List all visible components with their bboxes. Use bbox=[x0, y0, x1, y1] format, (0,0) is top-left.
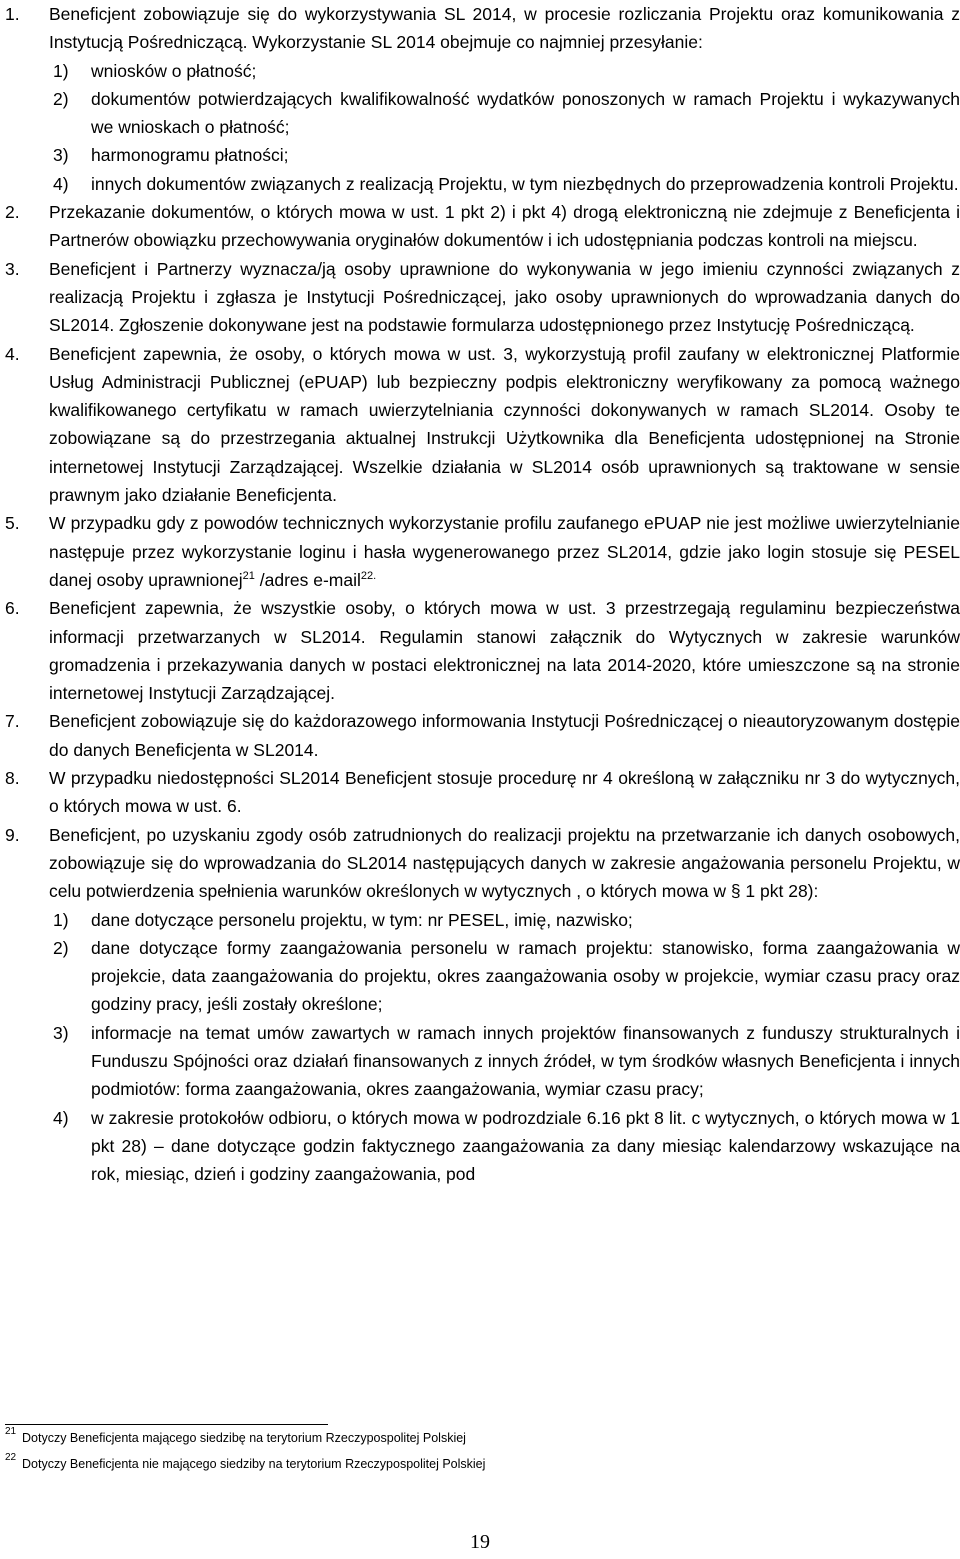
item-text: Przekazanie dokumentów, o których mowa w ust. 1 pkt 2) i pkt 4) drogą elektroniczną nie zdejmuje z Beneficjenta i Partnerów obowiązku przechowywania oryginałów dokumentów i ich udostępniania podczas kontroli na miejscu. bbox=[49, 202, 960, 251]
footnote-ref-22[interactable]: 22. bbox=[360, 570, 377, 583]
sub-item-1-3 bbox=[0, 141, 960, 169]
sub-item-number: 4) bbox=[53, 1107, 69, 1128]
item-text: Beneficjent i Partnerzy wyznacza/ją osoby uprawnione do wykonywania w jego imieniu czynności związanych z realizacją Projektu i zgłasza je Instytucji Pośredniczącej, jako osoby uprawnionych do wprowadzania danych do SL2014. Zgłoszenie dokonywane jest na podstawie formularza udostępnionego przez Instytucję Pośredniczącą. bbox=[49, 258, 960, 336]
sub-item-9-2 bbox=[0, 934, 960, 1019]
item-number: 4. bbox=[5, 343, 20, 364]
footnote-number: 21 bbox=[5, 1426, 17, 1437]
sub-item-text: dane dotyczące personelu projektu, w tym: nr PESEL, imię, nazwisko; bbox=[91, 909, 633, 930]
footnote-text: Dotyczy Beneficjenta nie mającego siedziby na terytorium Rzeczypospolitej Polskiej bbox=[22, 1457, 486, 1471]
sub-item-text: wniosków o płatność; bbox=[91, 60, 257, 81]
footnote-21 bbox=[0, 1425, 960, 1451]
footnote-text: Dotyczy Beneficjenta mającego siedzibę na terytorium Rzeczypospolitej Polskiej bbox=[22, 1431, 466, 1445]
item-text bbox=[49, 509, 960, 594]
item-number: 3. bbox=[5, 258, 20, 279]
sub-item-number: 1) bbox=[53, 60, 69, 81]
list-item-8 bbox=[0, 764, 960, 821]
sub-item-1-4 bbox=[0, 170, 960, 198]
footnote-number: 22 bbox=[5, 1452, 17, 1463]
item-text-part: W przypadku gdy z powodów technicznych wykorzystanie profilu zaufanego ePUAP nie jest możliwe uwierzytelnianie następuje przez wykorzystanie loginu i hasła wygenerowanego przez SL2014, gdzie jako login stosuje się PESEL danej osoby uprawnionej bbox=[49, 513, 960, 590]
page-number: 19 bbox=[470, 1531, 490, 1553]
sub-item-number: 1) bbox=[53, 909, 69, 930]
sub-item-number: 3) bbox=[53, 145, 69, 166]
item-text-part: /adres e-mail bbox=[254, 569, 361, 590]
item-text: Beneficjent zobowiązuje się do każdorazowego informowania Instytucji Pośredniczącej o nieautoryzowanym dostępie do danych Beneficjenta w SL2014. bbox=[49, 711, 960, 760]
item-number: 5. bbox=[5, 513, 20, 534]
sub-item-text: dokumentów potwierdzających kwalifikowalność wydatków ponoszonych w ramach Projektu i wykazywanych we wnioskach o płatność; bbox=[91, 88, 960, 138]
footnotes bbox=[0, 1425, 960, 1477]
footnote-22 bbox=[0, 1451, 960, 1477]
list-item-5 bbox=[0, 509, 960, 594]
sub-item-text: dane dotyczące formy zaangażowania personelu w ramach projektu: stanowisko, forma zaangażowania w projekcie, data zaangażowania do projektu, okres zaangażowania osoby w projekcie, wymiar czasu pracy oraz godziny pracy, jeśli zostały określone; bbox=[91, 937, 960, 1015]
item-text: W przypadku niedostępności SL2014 Beneficjent stosuje procedurę nr 4 określoną w załączniku nr 3 do wytycznych, o których mowa w ust. 6. bbox=[49, 768, 960, 817]
list-item-7 bbox=[0, 707, 960, 764]
sub-item-text: innych dokumentów związanych z realizacją Projektu, w tym niezbędnych do przeprowadzenia kontroli Projektu. bbox=[91, 173, 959, 194]
item-number: 1. bbox=[5, 4, 20, 24]
sub-item-number: 4) bbox=[53, 173, 69, 194]
list-item-4 bbox=[0, 340, 960, 510]
sub-item-9-1 bbox=[0, 906, 960, 934]
item-text: Beneficjent zapewnia, że wszystkie osoby, o których mowa w ust. 3 przestrzegają regulaminu bezpieczeństwa informacji przetwarzanych w SL2014. Regulamin stanowi załącznik do Wytycznych w zakresie warunków gromadzenia i przekazywania danych w postaci elektronicznej na lata 2014-2020, które umieszczone są na stronie internetowej Instytucji Zarządzającej. bbox=[49, 598, 960, 704]
sub-item-1-2 bbox=[0, 85, 960, 142]
list-item-1 bbox=[0, 0, 960, 57]
sub-item-text: w zakresie protokołów odbioru, o których mowa w podrozdziale 6.16 pkt 8 lit. c wytycznych, o których mowa w 1 pkt 28) – dane dotyczące godzin faktycznego zaangażowania za dany miesiąc kalendarzowy wskazujące na rok, miesiąc, dzień i godziny zaangażowania, pod bbox=[91, 1107, 960, 1185]
item-number: 7. bbox=[5, 711, 20, 732]
item-number: 2. bbox=[5, 202, 20, 223]
item-text: Beneficjent zapewnia, że osoby, o których mowa w ust. 3, wykorzystują profil zaufany w elektronicznej Platformie Usług Administracji Publicznej (ePUAP) lub bezpieczny podpis elektroniczny weryfikowany za pomocą ważnego kwalifikowanego certyfikatu w ramach uwierzytelniania czynności dokonywanych w ramach SL2014. Osoby te zobowiązane są do przestrzegania aktualnej Instrukcji Użytkownika dla Beneficjenta udostępnionej na Stronie internetowej Instytucji Zarządzającej. Wszelkie działania w SL2014 osób uprawnionych są traktowane w sensie prawnym jako działanie Beneficjenta. bbox=[49, 343, 960, 506]
item-number: 8. bbox=[5, 768, 20, 789]
sub-item-text: informacje na temat umów zawartych w ramach innych projektów finansowanych z funduszy strukturalnych i Funduszu Spójności oraz działań finansowanych z innych źródeł, w tym środków własnych Beneficjenta i innych podmiotów: forma zaangażowania, okres zaangażowania, wymiar czasu pracy; bbox=[91, 1022, 960, 1100]
sub-item-text: harmonogramu płatności; bbox=[91, 145, 289, 166]
item-number: 6. bbox=[5, 598, 20, 619]
sub-item-number: 3) bbox=[53, 1022, 69, 1043]
list-item-6 bbox=[0, 594, 960, 707]
list-item-9 bbox=[0, 821, 960, 906]
list-item-2 bbox=[0, 198, 960, 255]
sub-item-number: 2) bbox=[53, 88, 69, 109]
list-item-3 bbox=[0, 255, 960, 340]
sub-item-1-1 bbox=[0, 57, 960, 85]
sub-item-9-4 bbox=[0, 1104, 960, 1189]
item-text: Beneficjent zobowiązuje się do wykorzystywania SL 2014, w procesie rozliczania Projektu oraz komunikowania z Instytucją Pośredniczącą. Wykorzystanie SL 2014 obejmuje co najmniej przesyłanie: bbox=[49, 4, 960, 53]
item-text: Beneficjent, po uzyskaniu zgody osób zatrudnionych do realizacji projektu na przetwarzanie ich danych osobowych, zobowiązuje się do wprowadzania do SL2014 następujących danych w zakresie angażowania personelu Projektu, w celu potwierdzenia spełnienia warunków określonych w wytycznych , o których mowa w § 1 pkt 28): bbox=[49, 824, 960, 902]
sub-item-number: 2) bbox=[53, 937, 69, 958]
footnote-ref-21[interactable]: 21 bbox=[242, 570, 255, 583]
item-number: 9. bbox=[5, 824, 20, 845]
sub-item-9-3 bbox=[0, 1019, 960, 1104]
